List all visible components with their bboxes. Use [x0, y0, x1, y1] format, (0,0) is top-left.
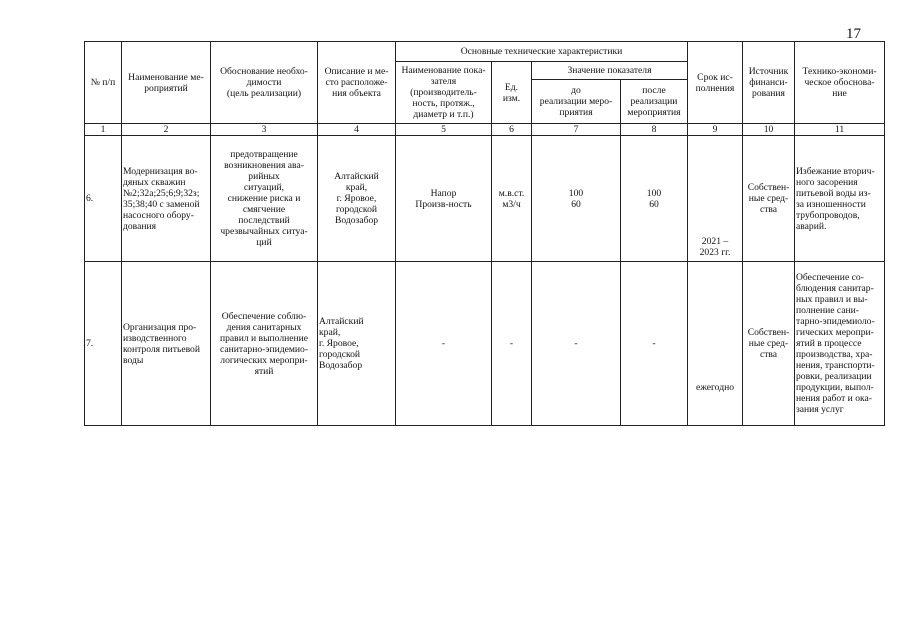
header-reason: Обоснование необхо- димости (цель реализации)	[211, 42, 318, 124]
column-numbers-row	[85, 124, 885, 136]
row-before: -	[532, 262, 621, 426]
col-number: 10	[743, 124, 795, 136]
row-term: ежегодно	[688, 262, 743, 426]
header-source: Источник финанси- рования	[743, 42, 795, 124]
row-location: Алтайский край, г. Яровое, городской Водозабор	[318, 136, 396, 262]
col-number: 6	[492, 124, 532, 136]
header-name: Наименование ме- роприятий	[122, 42, 211, 124]
col-number: 4	[318, 124, 396, 136]
header-location: Описание и ме- сто расположе- ния объекта	[318, 42, 396, 124]
col-number: 11	[795, 124, 885, 136]
row-after: -	[621, 262, 688, 426]
row-indicator: Напор Произв-ность	[396, 136, 492, 262]
header-num: № п/п	[85, 42, 122, 124]
header-tech: Основные технические характеристики	[396, 42, 688, 62]
header-after: после реализации мероприятия	[621, 80, 688, 124]
row-econ: Избежание вторич- ного засорения питьевой воды из- за изношенности трубопроводов, аварий.	[795, 136, 885, 262]
row-term: 2021 – 2023 гг.	[688, 136, 743, 262]
header-term: Срок ис- полнения	[688, 42, 743, 124]
col-number: 7	[532, 124, 621, 136]
row-reason: Обеспечение соблю- дения санитарных правил и выполнение санитарно-эпидемио- логических меропри- ятий	[211, 262, 318, 426]
row-unit: -	[492, 262, 532, 426]
row-num: 7.	[85, 262, 122, 426]
row-after: 100 60	[621, 136, 688, 262]
row-name: Модернизация во- дяных скважин №2;32а;25;6;9;32з; 35;38;40 с заменой насосного обору- дования	[122, 136, 211, 262]
measures-table	[84, 41, 885, 426]
row-reason: предотвращение возникновения ава- рийных ситуаций, снижение риска и смягчение последствий чрезвычайных ситуа- ций	[211, 136, 318, 262]
col-number: 2	[122, 124, 211, 136]
table-row	[85, 136, 885, 262]
col-number: 9	[688, 124, 743, 136]
col-number: 8	[621, 124, 688, 136]
row-econ: Обеспечение со- блюдения санитар- ных правил и вы- полнение сани- тарно-эпидемиоло- гических меропри- ятий в процессе производства, хра- нения, транспорти- ровки, реализации продукции, выпол- нения работ и ока- зания услуг	[795, 262, 885, 426]
header-value: Значение показателя	[532, 62, 688, 80]
table-row	[85, 262, 885, 426]
row-before: 100 60	[532, 136, 621, 262]
header-indicator: Наименование пока- зателя (производитель- ность, протяж., диаметр и т.п.)	[396, 62, 492, 124]
row-indicator: -	[396, 262, 492, 426]
row-source: Собствен- ные сред- ства	[743, 262, 795, 426]
row-num: 6.	[85, 136, 122, 262]
col-number: 5	[396, 124, 492, 136]
header-before: до реализации меро- приятия	[532, 80, 621, 124]
header-econ: Технико-экономи- ческое обоснова- ние	[795, 42, 885, 124]
header-unit: Ед. изм.	[492, 62, 532, 124]
row-name: Организация про- изводственного контроля питьевой воды	[122, 262, 211, 426]
row-location: Алтайский край, г. Яровое, городской Водозабор	[318, 262, 396, 426]
col-number: 1	[85, 124, 122, 136]
col-number: 3	[211, 124, 318, 136]
page-number: 17	[846, 26, 861, 42]
row-source: Собствен- ные сред- ства	[743, 136, 795, 262]
row-unit: м.в.ст. м3/ч	[492, 136, 532, 262]
